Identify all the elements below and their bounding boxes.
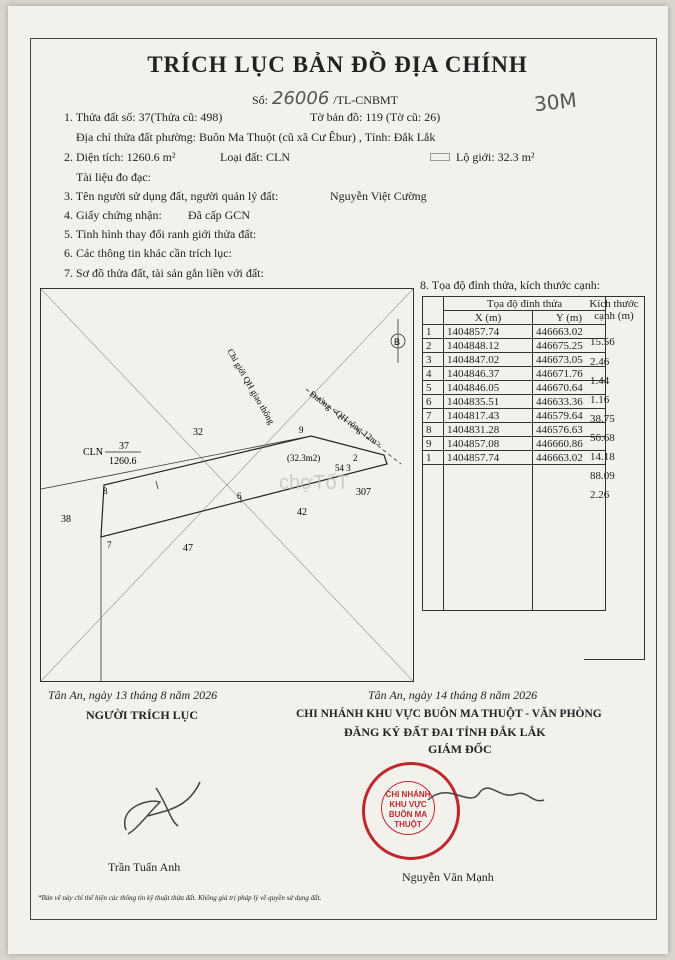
left-signature <box>108 768 208 848</box>
number-suffix: /TL-CNBMT <box>333 93 398 107</box>
road-boundary-label: Chỉ giới QH giao thông <box>225 347 277 426</box>
side-length: 2.46 <box>590 356 610 368</box>
coord-label: 8. Tọa độ đỉnh thửa, kích thước cạnh: <box>420 278 601 292</box>
road-boundary-area: (32.3m2) <box>287 453 321 463</box>
table-row <box>423 437 606 451</box>
filler-cell <box>423 465 444 611</box>
table-row <box>423 451 606 465</box>
row-index: 1 <box>423 325 444 339</box>
parcel-number: 1. Thửa đất số: 37(Thửa cũ: 498) <box>64 110 223 124</box>
cln-label: CLN <box>83 447 103 458</box>
side-length: 1.16 <box>590 394 610 406</box>
table-row <box>423 339 606 353</box>
row-index: 3 <box>423 353 444 367</box>
survey-docs: Tài liệu đo đạc: <box>76 170 151 184</box>
y-value: 446675.25 <box>533 339 606 353</box>
x-value: 1404831.28 <box>444 423 533 437</box>
owner-name: Nguyễn Việt Cường <box>330 189 427 203</box>
neighbor-line-top <box>41 436 311 489</box>
x-value: 1404848.12 <box>444 339 533 353</box>
parcel-area: 2. Diện tích: 1260.6 m² <box>64 150 176 164</box>
y-value: 446579.64 <box>533 409 606 423</box>
document-title: TRÍCH LỤC BẢN ĐỒ ĐỊA CHÍNH <box>147 52 528 77</box>
director-title: GIÁM ĐỐC <box>428 742 492 756</box>
table-subheader <box>423 311 606 325</box>
side-length: 56.68 <box>590 432 615 444</box>
index-header <box>423 297 444 325</box>
right-signer-name: Nguyễn Văn Mạnh <box>402 870 494 884</box>
y-value: 446576.63 <box>533 423 606 437</box>
footnote: *Bản vẽ này chỉ thể hiện các thông tin kỹ thuật thửa đất. Không giá trị pháp lý về quyền sử dụng đất. <box>38 894 322 902</box>
left-date: Tân An, ngày 13 tháng 8 năm 2026 <box>48 688 218 702</box>
coordinate-table <box>422 296 606 611</box>
y-value: 446660.86 <box>533 437 606 451</box>
row-index: 8 <box>423 423 444 437</box>
coord-header: Tọa độ đỉnh thửa <box>444 297 606 311</box>
x-value: 1404846.37 <box>444 367 533 381</box>
road-label: Đường <QH rộng 12m> <box>307 388 384 450</box>
x-value: 1404847.02 <box>444 353 533 367</box>
neighbor-47: 47 <box>183 543 193 554</box>
table-row <box>423 409 606 423</box>
side-length-header: Kích thước cạnh (m) <box>589 298 639 322</box>
table-row <box>423 395 606 409</box>
side-length: 15.56 <box>590 336 615 348</box>
tick-top <box>156 481 158 489</box>
handwritten-number: 26006 <box>272 88 330 109</box>
table-row <box>423 325 606 339</box>
handwritten-note: 30M <box>532 87 578 117</box>
document-number <box>252 88 398 109</box>
y-value: 446671.76 <box>533 367 606 381</box>
left-signer-name: Trần Tuấn Anh <box>108 860 181 874</box>
right-date: Tân An, ngày 14 tháng 8 năm 2026 <box>368 688 538 702</box>
row-index: 7 <box>423 409 444 423</box>
side-length: 2.26 <box>590 489 610 501</box>
side-length: 88.09 <box>590 470 615 482</box>
blank-box <box>430 153 450 161</box>
vertex-6: 6 <box>237 491 242 501</box>
filler-cell <box>444 465 533 611</box>
y-value: 446663.02 <box>533 451 606 465</box>
side-length: 14.18 <box>590 451 615 463</box>
vertex-8: 8 <box>103 486 108 496</box>
x-value: 1404857.08 <box>444 437 533 451</box>
road-boundary-text: Lộ giới: 32.3 m² <box>456 150 535 164</box>
side-length: 38.75 <box>590 413 615 425</box>
x-value: 1404846.05 <box>444 381 533 395</box>
vertex-2: 2 <box>353 453 358 463</box>
row-index: 5 <box>423 381 444 395</box>
number-label: Số: <box>252 93 269 107</box>
vertex-9: 9 <box>299 425 304 435</box>
side-length: 1.44 <box>590 375 610 387</box>
y-value: 446663.02 <box>533 325 606 339</box>
table-row <box>423 367 606 381</box>
x-value: 1404817.43 <box>444 409 533 423</box>
neighbor-42: 42 <box>297 507 307 518</box>
parcel-address: Địa chỉ thửa đất phường: Buôn Ma Thuột (cũ xã Cư Êbur) , Tỉnh: Đắk Lắk <box>76 130 436 144</box>
x-value: 1404857.74 <box>444 325 533 339</box>
watermark: chợTốT <box>279 472 349 494</box>
y-value: 446673.05 <box>533 353 606 367</box>
other-info: 6. Các thông tin khác cần trích lục: <box>64 246 232 260</box>
row-index: 9 <box>423 437 444 451</box>
table-filler <box>423 465 606 611</box>
vertex-7: 7 <box>107 540 112 550</box>
table-header <box>423 297 606 311</box>
land-type: Loại đất: CLN <box>220 150 290 164</box>
office-line-2: ĐĂNG KÝ ĐẤT ĐAI TỈNH ĐẮK LẮK <box>344 725 546 739</box>
road-boundary <box>430 150 535 165</box>
office-line-1: CHI NHÁNH KHU VỰC BUÔN MA THUỘT - VĂN PHÒNG <box>296 708 602 720</box>
table-row <box>423 423 606 437</box>
neighbor-32: 32 <box>193 427 203 438</box>
map-sheet: Tờ bản đồ: 119 (Tờ cũ: 26) <box>310 110 441 124</box>
parcel-map <box>40 288 414 682</box>
map-drawing <box>41 289 413 681</box>
right-signature <box>420 770 550 830</box>
table-row <box>423 381 606 395</box>
vertex-543: 54 3 <box>335 463 351 473</box>
owner-label: 3. Tên người sử dụng đất, người quản lý đất: <box>64 189 279 203</box>
y-header: Y (m) <box>533 311 606 325</box>
neighbor-38: 38 <box>61 514 71 525</box>
x-value: 1404857.74 <box>444 451 533 465</box>
neighbor-307: 307 <box>356 487 371 498</box>
table-row <box>423 353 606 367</box>
left-signer-title: NGƯỜI TRÍCH LỤC <box>86 708 199 722</box>
sketch-label: 7. Sơ đồ thửa đất, tài sản gắn liền với đất: <box>64 266 264 280</box>
north-label: B <box>394 337 401 347</box>
row-index: 6 <box>423 395 444 409</box>
boundary-change: 5. Tình hình thay đổi ranh giới thửa đất: <box>64 227 257 241</box>
y-value: 446633.36 <box>533 395 606 409</box>
row-index: 2 <box>423 339 444 353</box>
row-index: 4 <box>423 367 444 381</box>
stamp-center: CHI NHÁNH KHU VỰC BUÔN MA THUỘT <box>381 781 435 835</box>
area-label: 1260.6 <box>109 456 137 467</box>
x-value: 1404835.51 <box>444 395 533 409</box>
certificate-label: 4. Giấy chứng nhận: <box>64 208 162 222</box>
parcel-label: 37 <box>119 441 129 452</box>
y-value: 446670.64 <box>533 381 606 395</box>
x-header: X (m) <box>444 311 533 325</box>
row-index: 1 <box>423 451 444 465</box>
certificate-value: Đã cấp GCN <box>188 208 250 222</box>
